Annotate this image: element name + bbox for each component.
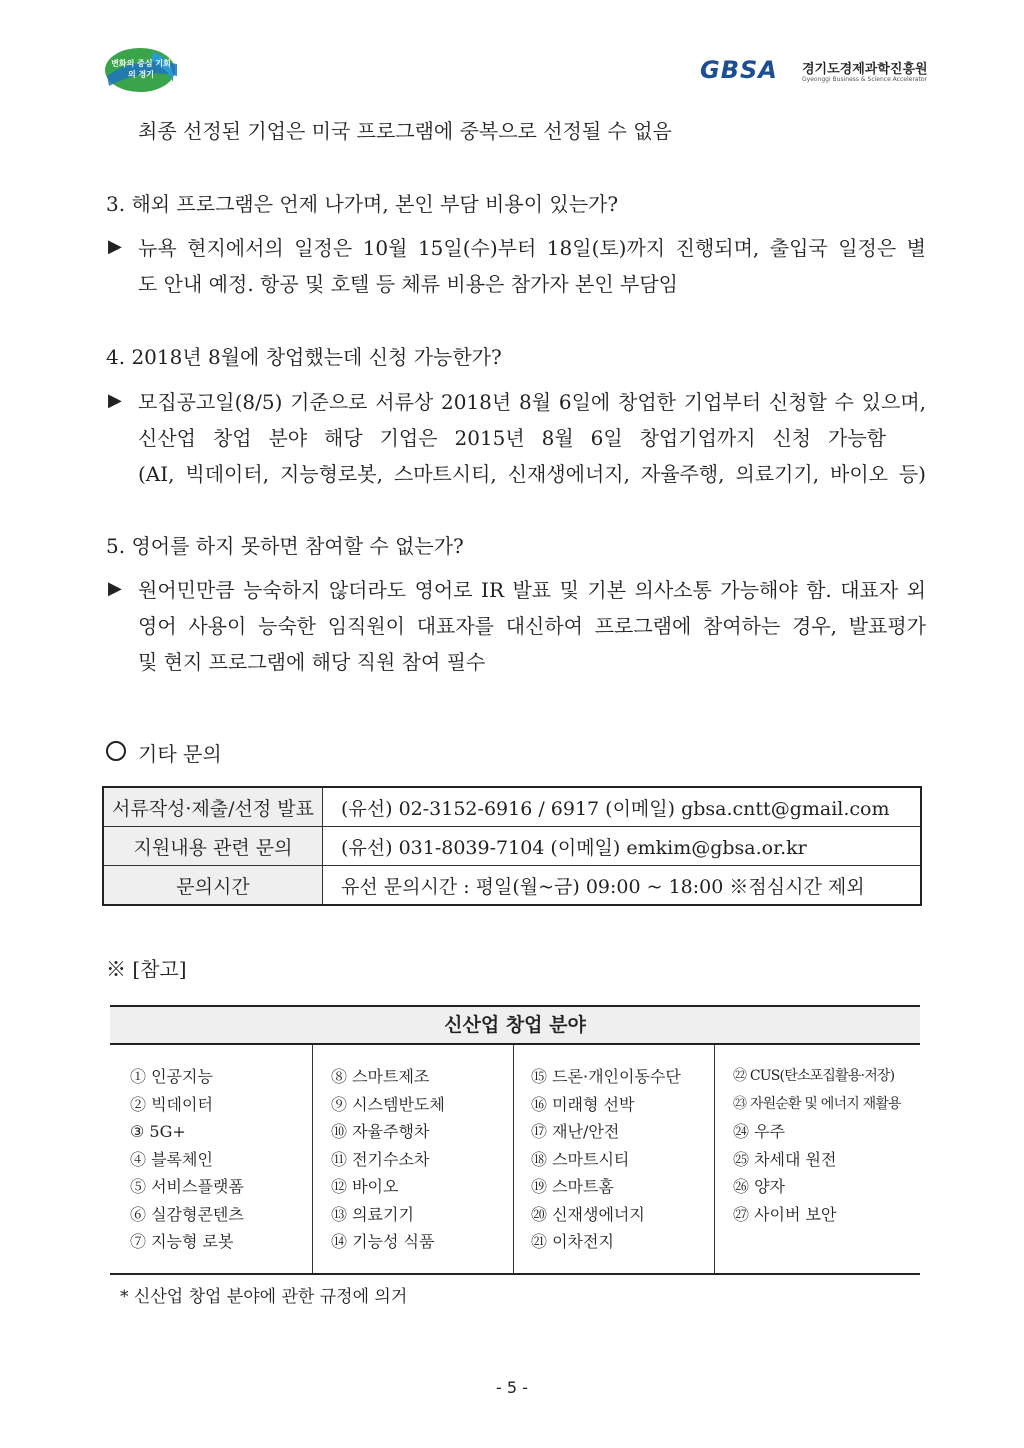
list-item: ㉖ 양자 xyxy=(733,1177,785,1196)
answer-3-line-1: 뉴욕 현지에서의 일정은 10월 15일(수)부터 18일(토)까지 진행되며, 출입국 일정은 별 xyxy=(138,236,926,260)
question-4: 4. 2018년 8월에 창업했는데 신청 가능한가? xyxy=(106,345,502,369)
list-item: ⑳ 신재생에너지 xyxy=(531,1204,645,1224)
list-item: ③ 5G+ xyxy=(130,1122,186,1141)
question-3: 3. 해외 프로그램은 언제 나가며, 본인 부담 비용이 있는가? xyxy=(106,192,619,216)
bullet-triangle-icon: ▶ xyxy=(108,390,122,411)
column-divider xyxy=(513,1045,514,1273)
list-item: ⑥ 실감형콘텐츠 xyxy=(130,1204,244,1224)
list-item: ⑱ 스마트시티 xyxy=(531,1149,630,1169)
gbsa-logo xyxy=(700,56,940,88)
reference-table-title: 신산업 창업 분야 xyxy=(110,1005,920,1045)
contact-label: 서류작성·제출/선정 발표 xyxy=(103,787,323,827)
gbsa-logo-word: GBSA xyxy=(700,56,778,84)
list-item: ① 인공지능 xyxy=(130,1067,213,1086)
answer-5-line-1: 원어민만큼 능숙하지 않더라도 영어로 IR 발표 및 기본 의사소통 가능해야 함. 대표자 외 xyxy=(138,578,926,602)
list-item: ④ 블록체인 xyxy=(130,1149,213,1169)
reference-column-3 xyxy=(531,1045,713,1273)
column-divider xyxy=(312,1045,313,1273)
list-item: ㉓ 자원순환 및 에너지 재활용 xyxy=(733,1095,901,1112)
list-item: ⑤ 서비스플랫폼 xyxy=(130,1177,244,1196)
reference-heading: ※ [참고] xyxy=(106,957,187,981)
gbsa-logo-korean: 경기도경제과학진흥원 xyxy=(802,62,928,77)
list-item: ⑨ 시스템반도체 xyxy=(331,1094,445,1114)
contact-table xyxy=(102,786,922,906)
list-item: ⑧ 스마트제조 xyxy=(331,1067,430,1086)
list-item: ② 빅데이터 xyxy=(130,1094,213,1114)
answer-4-line-1: 모집공고일(8/5) 기준으로 서류상 2018년 8월 6일에 창업한 기업부터 신청할 수 있으며, xyxy=(138,390,926,414)
reference-footnote: * 신산업 창업 분야에 관한 규정에 의거 xyxy=(120,1287,408,1307)
contact-value: (유선) 031-8039-7104 (이메일) emkim@gbsa.or.kr xyxy=(323,827,922,866)
list-item: ㉕ 차세대 원전 xyxy=(733,1149,837,1169)
list-item: ⑭ 기능성 식품 xyxy=(331,1232,435,1251)
list-item: ⑲ 스마트홈 xyxy=(531,1177,614,1196)
answer-3-line-2: 도 안내 예정. 항공 및 호텔 등 체류 비용은 참가자 본인 부담임 xyxy=(138,272,678,296)
answer-5-line-2: 영어 사용이 능숙한 임직원이 대표자를 대신하여 프로그램에 참여하는 경우, 발표평가 xyxy=(138,614,926,638)
contact-label: 문의시간 xyxy=(103,866,323,906)
list-item: ⑫ 바이오 xyxy=(331,1177,399,1196)
contact-heading: 기타 문의 xyxy=(138,742,222,766)
list-item: ⑪ 전기수소차 xyxy=(331,1149,430,1169)
table-row xyxy=(103,866,921,906)
list-item: ⑬ 의료기기 xyxy=(331,1204,414,1224)
question-5: 5. 영어를 하지 못하면 참여할 수 없는가? xyxy=(106,534,464,558)
contact-value: 유선 문의시간 : 평일(월~금) 09:00 ~ 18:00 ※점심시간 제외 xyxy=(323,866,922,906)
column-divider xyxy=(714,1045,715,1273)
reference-column-2 xyxy=(331,1045,511,1273)
reference-column-1 xyxy=(130,1045,310,1273)
contact-label: 지원내용 관련 문의 xyxy=(103,827,323,866)
list-item: ⑮ 드론·개인이동수단 xyxy=(531,1067,681,1086)
list-item: ⑦ 지능형 로봇 xyxy=(130,1232,234,1251)
table-row xyxy=(103,787,921,827)
list-item: ㉗ 사이버 보안 xyxy=(733,1204,837,1224)
reference-column-4 xyxy=(733,1045,919,1273)
contact-value: (유선) 02-3152-6916 / 6917 (이메일) gbsa.cntt@gmail.com xyxy=(323,787,922,827)
list-item: ㉔ 우주 xyxy=(733,1122,785,1141)
answer-4-line-2: 신산업 창업 분야 해당 기업은 2015년 8월 6일 창업기업까지 신청 가능함 xyxy=(138,426,886,450)
list-item: ⑯ 미래형 선박 xyxy=(531,1094,635,1114)
answer-5-line-3: 및 현지 프로그램에 해당 직원 참여 필수 xyxy=(138,650,486,674)
list-item: ㉒ CUS(탄소포집활용·저장) xyxy=(733,1068,895,1084)
answer-4-line-3: (AI, 빅데이터, 지능형로봇, 스마트시티, 신재생에너지, 자율주행, 의료기기, 바이오 등) xyxy=(138,462,926,486)
page-number: - 5 - xyxy=(496,1378,528,1397)
circle-bullet-icon xyxy=(106,741,126,761)
list-item: ⑰ 재난/안전 xyxy=(531,1122,620,1141)
bullet-triangle-icon: ▶ xyxy=(108,578,122,599)
table-row xyxy=(103,827,921,866)
left-logo-text: 변화의 중심 기회의 경기 xyxy=(111,59,171,79)
bullet-triangle-icon: ▶ xyxy=(108,236,122,257)
gbsa-logo-english: Gyeonggi Business & Science Accelerator xyxy=(802,76,927,83)
intro-line: 최종 선정된 기업은 미국 프로그램에 중복으로 선정될 수 없음 xyxy=(138,119,672,143)
list-item: ㉑ 이차전지 xyxy=(531,1232,614,1251)
reference-table-bottom-rule xyxy=(110,1273,920,1275)
list-item: ⑩ 자율주행차 xyxy=(331,1122,430,1141)
